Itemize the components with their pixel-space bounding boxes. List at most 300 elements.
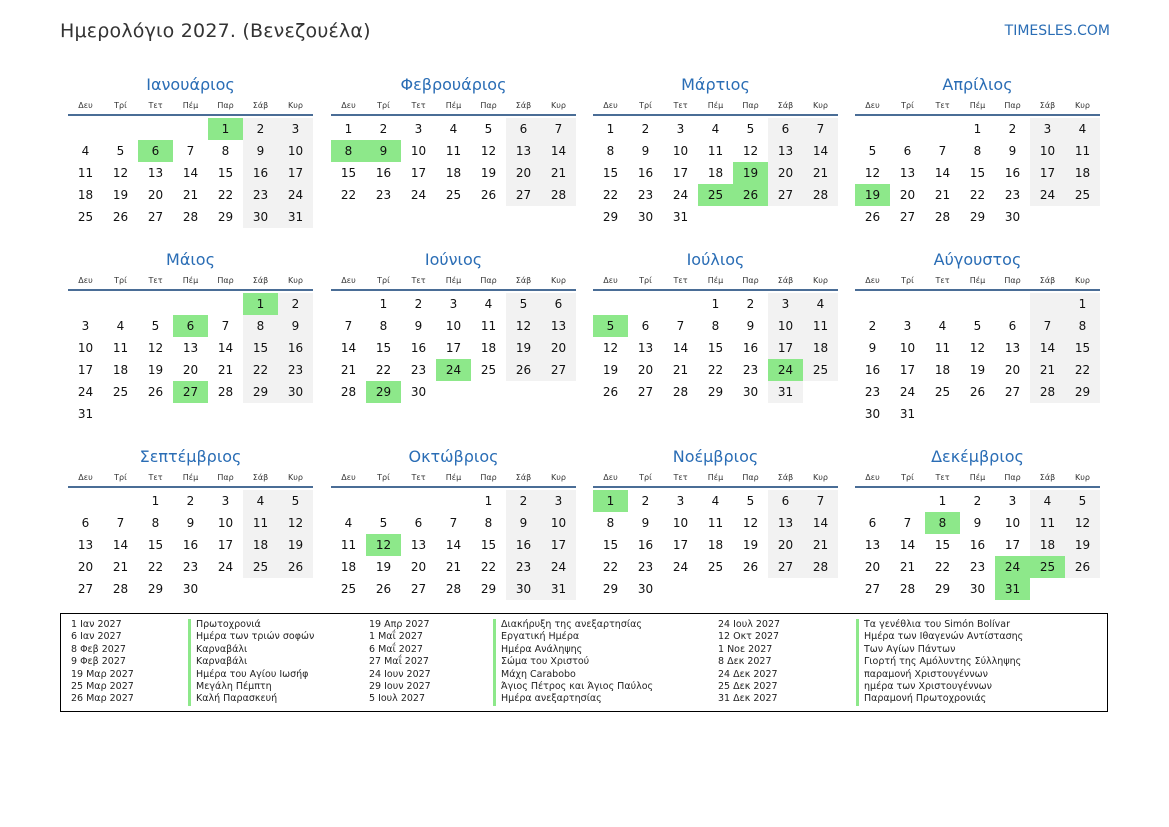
empty-cell bbox=[103, 490, 138, 512]
day-cell: 22 bbox=[1065, 359, 1100, 381]
day-cell: 21 bbox=[803, 534, 838, 556]
day-cell: 9 bbox=[868, 341, 877, 355]
day-cell: 4 bbox=[484, 297, 493, 311]
day-cell: 11 bbox=[445, 144, 462, 158]
day-cell: 16 bbox=[742, 341, 759, 355]
day-cell: 19 bbox=[733, 162, 768, 184]
day-cell: 18 bbox=[112, 363, 129, 377]
day-cell: 7 bbox=[938, 144, 947, 158]
weekday-header bbox=[855, 469, 1100, 488]
holiday-date: 27 Μαΐ 2027 bbox=[369, 656, 429, 668]
day-cell: 6 bbox=[768, 118, 803, 140]
empty-cell bbox=[103, 118, 138, 140]
weekday-label: Σάβ bbox=[777, 101, 794, 110]
day-cell: 8 bbox=[331, 140, 366, 162]
day-cell: 5 bbox=[379, 516, 388, 530]
day-cell: 5 bbox=[746, 122, 755, 136]
day-cell: 22 bbox=[243, 359, 278, 381]
day-cell: 15 bbox=[602, 166, 619, 180]
weekday-label: Πέμ bbox=[445, 276, 462, 285]
month-calendar bbox=[855, 445, 1100, 600]
day-cell: 24 bbox=[672, 188, 689, 202]
day-cell: 20 bbox=[506, 162, 541, 184]
day-cell: 2 bbox=[278, 293, 313, 315]
day-cell: 5 bbox=[151, 319, 160, 333]
weekday-label: Τετ bbox=[148, 473, 163, 482]
day-cell: 15 bbox=[375, 341, 392, 355]
day-cell: 20 bbox=[541, 337, 576, 359]
day-cell: 15 bbox=[934, 538, 951, 552]
day-cell: 12 bbox=[506, 315, 541, 337]
day-cell: 27 bbox=[1004, 385, 1021, 399]
day-cell: 16 bbox=[637, 538, 654, 552]
day-cell: 20 bbox=[147, 188, 164, 202]
day-cell: 14 bbox=[217, 341, 234, 355]
weekday-label: Κυρ bbox=[551, 473, 566, 482]
day-cell: 19 bbox=[506, 337, 541, 359]
weekday-label: Τρί bbox=[114, 473, 127, 482]
holiday-name: Άγιος Πέτρος και Άγιος Παύλος bbox=[501, 680, 654, 692]
day-cell: 20 bbox=[768, 162, 803, 184]
day-cell: 23 bbox=[969, 560, 986, 574]
day-cell: 13 bbox=[864, 538, 881, 552]
day-cell: 21 bbox=[672, 363, 689, 377]
month-name: Ιανουάριος bbox=[146, 75, 235, 94]
empty-cell bbox=[541, 381, 576, 403]
day-cell: 10 bbox=[768, 315, 803, 337]
empty-cell bbox=[995, 293, 1030, 315]
day-cell: 18 bbox=[707, 538, 724, 552]
day-cell: 22 bbox=[375, 363, 392, 377]
day-cell: 21 bbox=[541, 162, 576, 184]
day-cell: 27 bbox=[506, 184, 541, 206]
weekday-label: Τετ bbox=[411, 276, 426, 285]
day-cell: 18 bbox=[803, 337, 838, 359]
day-cell: 23 bbox=[375, 188, 392, 202]
day-cell: 4 bbox=[711, 122, 720, 136]
weekday-label: Σάβ bbox=[777, 473, 794, 482]
holiday-date: 26 Μαρ 2027 bbox=[71, 693, 134, 705]
empty-cell bbox=[855, 293, 890, 315]
day-cell: 6 bbox=[868, 516, 877, 530]
day-cell: 14 bbox=[182, 166, 199, 180]
weekday-label: Πέμ bbox=[969, 101, 986, 110]
holiday-name: Ημέρα των τριών σοφών bbox=[196, 631, 315, 643]
day-cell: 10 bbox=[445, 319, 462, 333]
day-cell: 15 bbox=[602, 538, 619, 552]
weekday-label: Τρί bbox=[377, 473, 390, 482]
day-cell: 8 bbox=[711, 319, 720, 333]
day-cell: 6 bbox=[138, 140, 173, 162]
day-cell: 30 bbox=[182, 582, 199, 596]
day-cell: 27 bbox=[768, 184, 803, 206]
day-cell: 8 bbox=[606, 144, 615, 158]
day-cell: 31 bbox=[995, 578, 1030, 600]
day-cell: 28 bbox=[899, 582, 916, 596]
day-cell: 16 bbox=[1004, 166, 1021, 180]
day-cell: 16 bbox=[375, 166, 392, 180]
empty-cell bbox=[925, 118, 960, 140]
holiday-date: 29 Ιουν 2027 bbox=[369, 680, 431, 692]
day-cell: 8 bbox=[221, 144, 230, 158]
day-cell: 23 bbox=[742, 363, 759, 377]
day-cell: 26 bbox=[864, 210, 881, 224]
empty-cell bbox=[960, 403, 995, 425]
empty-cell bbox=[628, 293, 663, 315]
day-cell: 9 bbox=[506, 512, 541, 534]
day-cell: 8 bbox=[379, 319, 388, 333]
day-cell: 14 bbox=[340, 341, 357, 355]
day-cell: 18 bbox=[707, 166, 724, 180]
weekday-label: Κυρ bbox=[813, 101, 828, 110]
day-cell: 15 bbox=[340, 166, 357, 180]
day-cell: 12 bbox=[969, 341, 986, 355]
day-cell: 8 bbox=[243, 315, 278, 337]
weekday-header bbox=[593, 469, 838, 488]
day-cell: 11 bbox=[112, 341, 129, 355]
day-cell: 26 bbox=[480, 188, 497, 202]
empty-cell bbox=[401, 490, 436, 512]
month-name: Αύγουστος bbox=[933, 250, 1022, 269]
day-cell: 13 bbox=[637, 341, 654, 355]
day-cell: 11 bbox=[243, 512, 278, 534]
day-cell: 27 bbox=[147, 210, 164, 224]
holiday-name: Καλή Παρασκευή bbox=[196, 693, 278, 705]
day-cell: 11 bbox=[1030, 512, 1065, 534]
day-cell: 7 bbox=[903, 516, 912, 530]
empty-cell bbox=[68, 118, 103, 140]
empty-cell bbox=[890, 118, 925, 140]
day-cell: 2 bbox=[186, 494, 195, 508]
month-calendar bbox=[331, 445, 576, 600]
weekday-label: Πέμ bbox=[707, 276, 724, 285]
day-cell: 30 bbox=[410, 385, 427, 399]
empty-cell bbox=[890, 490, 925, 512]
day-cell: 19 bbox=[602, 363, 619, 377]
day-cell: 2 bbox=[973, 494, 982, 508]
day-cell: 9 bbox=[641, 516, 650, 530]
holiday-date: 9 Φεβ 2027 bbox=[71, 656, 126, 668]
day-cell: 27 bbox=[899, 210, 916, 224]
weekday-label: Τρί bbox=[639, 276, 652, 285]
weekday-label: Παρ bbox=[217, 473, 234, 482]
day-cell: 13 bbox=[768, 140, 803, 162]
empty-cell bbox=[208, 403, 243, 425]
weekday-label: Δευ bbox=[78, 276, 93, 285]
weekday-label: Δευ bbox=[865, 101, 880, 110]
holiday-name: Ημέρα των Ιθαγενών Αντίστασης bbox=[864, 631, 1024, 643]
weekday-label: Τετ bbox=[148, 276, 163, 285]
weekday-label: Πέμ bbox=[182, 473, 199, 482]
holiday-name: Τα γενέθλια του Simón Bolívar bbox=[864, 619, 1010, 630]
day-cell: 7 bbox=[676, 319, 685, 333]
empty-cell bbox=[593, 293, 628, 315]
day-cell: 21 bbox=[445, 560, 462, 574]
holiday-name: Παραμονή Πρωτοχρονιάς bbox=[864, 693, 987, 705]
day-cell: 26 bbox=[969, 385, 986, 399]
weekday-label: Τρί bbox=[639, 101, 652, 110]
day-cell: 3 bbox=[278, 118, 313, 140]
weekday-label: Τρί bbox=[377, 101, 390, 110]
day-cell: 15 bbox=[147, 538, 164, 552]
day-cell: 7 bbox=[1030, 315, 1065, 337]
day-cell: 3 bbox=[449, 297, 458, 311]
day-cell: 11 bbox=[77, 166, 94, 180]
weekday-label: Δευ bbox=[78, 101, 93, 110]
day-cell: 7 bbox=[449, 516, 458, 530]
day-cell: 9 bbox=[278, 315, 313, 337]
month-calendar bbox=[593, 248, 838, 403]
day-cell: 6 bbox=[768, 490, 803, 512]
day-cell: 5 bbox=[116, 144, 125, 158]
day-cell: 29 bbox=[602, 210, 619, 224]
day-cell: 15 bbox=[217, 166, 234, 180]
day-cell: 1 bbox=[973, 122, 982, 136]
day-cell: 19 bbox=[480, 166, 497, 180]
month-name: Φεβρουάριος bbox=[400, 75, 507, 94]
day-cell: 4 bbox=[243, 490, 278, 512]
day-cell: 14 bbox=[672, 341, 689, 355]
day-cell: 14 bbox=[541, 140, 576, 162]
holiday-date: 8 Φεβ 2027 bbox=[71, 643, 126, 655]
day-cell: 9 bbox=[746, 319, 755, 333]
day-cell: 15 bbox=[480, 538, 497, 552]
weekday-label: Τρί bbox=[901, 101, 914, 110]
day-cell: 1 bbox=[593, 490, 628, 512]
weekday-label: Παρ bbox=[480, 473, 497, 482]
day-cell: 22 bbox=[602, 188, 619, 202]
day-cell: 17 bbox=[278, 162, 313, 184]
day-cell: 2 bbox=[414, 297, 423, 311]
day-cell: 3 bbox=[1008, 494, 1017, 508]
day-cell: 2 bbox=[243, 118, 278, 140]
weekday-label: Τρί bbox=[901, 473, 914, 482]
day-cell: 17 bbox=[1004, 538, 1021, 552]
day-cell: 9 bbox=[641, 144, 650, 158]
month-name: Ιούλιος bbox=[686, 250, 745, 269]
weekday-label: Κυρ bbox=[288, 473, 303, 482]
day-cell: 11 bbox=[934, 341, 951, 355]
day-cell: 10 bbox=[217, 516, 234, 530]
month-calendar bbox=[331, 73, 576, 206]
day-cell: 12 bbox=[602, 341, 619, 355]
empty-cell bbox=[436, 490, 471, 512]
day-cell: 22 bbox=[969, 188, 986, 202]
weekday-label: Τετ bbox=[411, 473, 426, 482]
day-cell: 25 bbox=[243, 556, 278, 578]
holiday-date: 1 Ιαν 2027 bbox=[71, 619, 122, 630]
day-cell: 3 bbox=[676, 494, 685, 508]
day-cell: 31 bbox=[278, 206, 313, 228]
day-cell: 28 bbox=[217, 385, 234, 399]
empty-cell bbox=[803, 381, 838, 403]
holiday-name: Ημέρα Ανάληψης bbox=[501, 643, 583, 655]
day-cell: 23 bbox=[637, 188, 654, 202]
empty-cell bbox=[208, 578, 243, 600]
holiday-name: ημέρα των Χριστουγέννων bbox=[864, 680, 992, 692]
empty-cell bbox=[138, 118, 173, 140]
day-cell: 1 bbox=[1065, 293, 1100, 315]
day-cell: 18 bbox=[934, 363, 951, 377]
day-cell: 25 bbox=[803, 359, 838, 381]
day-cell: 19 bbox=[1065, 534, 1100, 556]
empty-cell bbox=[68, 490, 103, 512]
day-cell: 18 bbox=[340, 560, 357, 574]
empty-cell bbox=[1065, 578, 1100, 600]
day-cell: 27 bbox=[410, 582, 427, 596]
day-cell: 26 bbox=[733, 184, 768, 206]
weekday-label: Δευ bbox=[865, 473, 880, 482]
weekday-label: Παρ bbox=[742, 101, 759, 110]
day-cell: 11 bbox=[1065, 140, 1100, 162]
day-cell: 28 bbox=[803, 556, 838, 578]
holiday-date: 19 Απρ 2027 bbox=[369, 619, 430, 630]
day-cell: 18 bbox=[243, 534, 278, 556]
empty-cell bbox=[103, 293, 138, 315]
weekday-label: Τρί bbox=[114, 101, 127, 110]
day-cell: 29 bbox=[934, 582, 951, 596]
weekday-label: Δευ bbox=[603, 276, 618, 285]
day-cell: 16 bbox=[969, 538, 986, 552]
day-cell: 1 bbox=[484, 494, 493, 508]
holiday-date: 6 Μαΐ 2027 bbox=[369, 643, 423, 655]
day-cell: 4 bbox=[344, 516, 353, 530]
holiday-name: παραμονή Χριστουγέννων bbox=[864, 668, 988, 680]
holiday-date: 1 Μαΐ 2027 bbox=[369, 631, 423, 643]
day-cell: 24 bbox=[77, 385, 94, 399]
month-name: Ιούνιος bbox=[424, 250, 483, 269]
day-cell: 29 bbox=[366, 381, 401, 403]
empty-cell bbox=[1030, 578, 1065, 600]
day-cell: 15 bbox=[1065, 337, 1100, 359]
holiday-list bbox=[60, 613, 1108, 712]
empty-cell bbox=[1065, 206, 1100, 228]
month-calendar bbox=[593, 445, 838, 600]
weekday-header bbox=[68, 97, 313, 116]
day-cell: 22 bbox=[480, 560, 497, 574]
day-cell: 29 bbox=[147, 582, 164, 596]
holiday-date: 8 Δεκ 2027 bbox=[718, 656, 772, 668]
day-cell: 28 bbox=[672, 385, 689, 399]
day-cell: 4 bbox=[116, 319, 125, 333]
day-cell: 8 bbox=[973, 144, 982, 158]
day-cell: 20 bbox=[864, 560, 881, 574]
holiday-names-column bbox=[188, 619, 314, 706]
weekday-label: Σάβ bbox=[1039, 101, 1056, 110]
day-cell: 23 bbox=[182, 560, 199, 574]
day-cell: 16 bbox=[506, 534, 541, 556]
day-cell: 8 bbox=[484, 516, 493, 530]
day-cell: 1 bbox=[208, 118, 243, 140]
day-cell: 12 bbox=[112, 166, 129, 180]
weekday-label: Τετ bbox=[673, 276, 688, 285]
day-cell: 5 bbox=[278, 490, 313, 512]
day-cell: 18 bbox=[1065, 162, 1100, 184]
weekday-header bbox=[331, 97, 576, 116]
day-cell: 22 bbox=[217, 188, 234, 202]
day-cell: 7 bbox=[803, 490, 838, 512]
holiday-date: 31 Δεκ 2027 bbox=[718, 693, 778, 705]
holiday-name: Πρωτοχρονιά bbox=[196, 619, 261, 630]
day-cell: 8 bbox=[151, 516, 160, 530]
day-cell: 5 bbox=[484, 122, 493, 136]
month-calendar bbox=[68, 248, 313, 425]
day-cell: 7 bbox=[541, 118, 576, 140]
empty-cell bbox=[103, 403, 138, 425]
month-name: Οκτώβριος bbox=[408, 447, 499, 466]
day-cell: 17 bbox=[541, 534, 576, 556]
day-cell: 12 bbox=[864, 166, 881, 180]
day-cell: 30 bbox=[506, 578, 541, 600]
day-cell: 23 bbox=[864, 385, 881, 399]
day-cell: 19 bbox=[969, 363, 986, 377]
weekday-label: Τετ bbox=[935, 101, 950, 110]
holiday-name: Μεγάλη Πέμπτη bbox=[196, 680, 272, 692]
day-cell: 30 bbox=[1004, 210, 1021, 224]
weekday-label: Παρ bbox=[217, 101, 234, 110]
day-cell: 30 bbox=[969, 582, 986, 596]
weekday-label: Σάβ bbox=[252, 473, 269, 482]
day-cell: 1 bbox=[711, 297, 720, 311]
day-cell: 2 bbox=[1008, 122, 1017, 136]
day-cell: 3 bbox=[541, 490, 576, 512]
empty-cell bbox=[768, 578, 803, 600]
day-cell: 4 bbox=[803, 293, 838, 315]
weekday-label: Τρί bbox=[377, 276, 390, 285]
day-cell: 21 bbox=[899, 560, 916, 574]
day-cell: 18 bbox=[1030, 534, 1065, 556]
holiday-name: Διακήρυξη της ανεξαρτησίας bbox=[501, 619, 642, 630]
holiday-names-column bbox=[493, 619, 653, 706]
day-cell: 29 bbox=[969, 210, 986, 224]
day-cell: 21 bbox=[1030, 359, 1065, 381]
weekday-label: Τετ bbox=[935, 473, 950, 482]
day-cell: 10 bbox=[410, 144, 427, 158]
empty-cell bbox=[890, 293, 925, 315]
day-cell: 28 bbox=[934, 210, 951, 224]
day-cell: 24 bbox=[541, 556, 576, 578]
day-cell: 14 bbox=[445, 538, 462, 552]
holiday-date: 24 Ιουν 2027 bbox=[369, 668, 431, 680]
weekday-label: Τετ bbox=[411, 101, 426, 110]
holiday-date: 25 Δεκ 2027 bbox=[718, 680, 778, 692]
day-cell: 14 bbox=[1030, 337, 1065, 359]
empty-cell bbox=[663, 578, 698, 600]
day-cell: 4 bbox=[1065, 118, 1100, 140]
day-cell: 7 bbox=[344, 319, 353, 333]
weekday-label: Κυρ bbox=[551, 276, 566, 285]
day-cell: 17 bbox=[445, 341, 462, 355]
weekday-label: Κυρ bbox=[813, 276, 828, 285]
day-cell: 28 bbox=[340, 385, 357, 399]
site-link[interactable]: TIMESLES.COM bbox=[1004, 23, 1110, 39]
day-cell: 5 bbox=[973, 319, 982, 333]
holiday-name: Των Αγίων Πάντων bbox=[864, 643, 956, 655]
day-cell: 2 bbox=[641, 122, 650, 136]
page-title: Ημερολόγιο 2027. (Βενεζουέλα) bbox=[60, 20, 371, 42]
day-cell: 16 bbox=[410, 341, 427, 355]
holiday-date: 6 Ιαν 2027 bbox=[71, 631, 122, 643]
empty-cell bbox=[243, 403, 278, 425]
day-cell: 30 bbox=[637, 582, 654, 596]
day-cell: 14 bbox=[899, 538, 916, 552]
day-cell: 25 bbox=[445, 188, 462, 202]
day-cell: 24 bbox=[899, 385, 916, 399]
day-cell: 15 bbox=[969, 166, 986, 180]
holiday-name: Καρναβάλι bbox=[196, 643, 248, 655]
day-cell: 23 bbox=[1004, 188, 1021, 202]
day-cell: 17 bbox=[672, 166, 689, 180]
